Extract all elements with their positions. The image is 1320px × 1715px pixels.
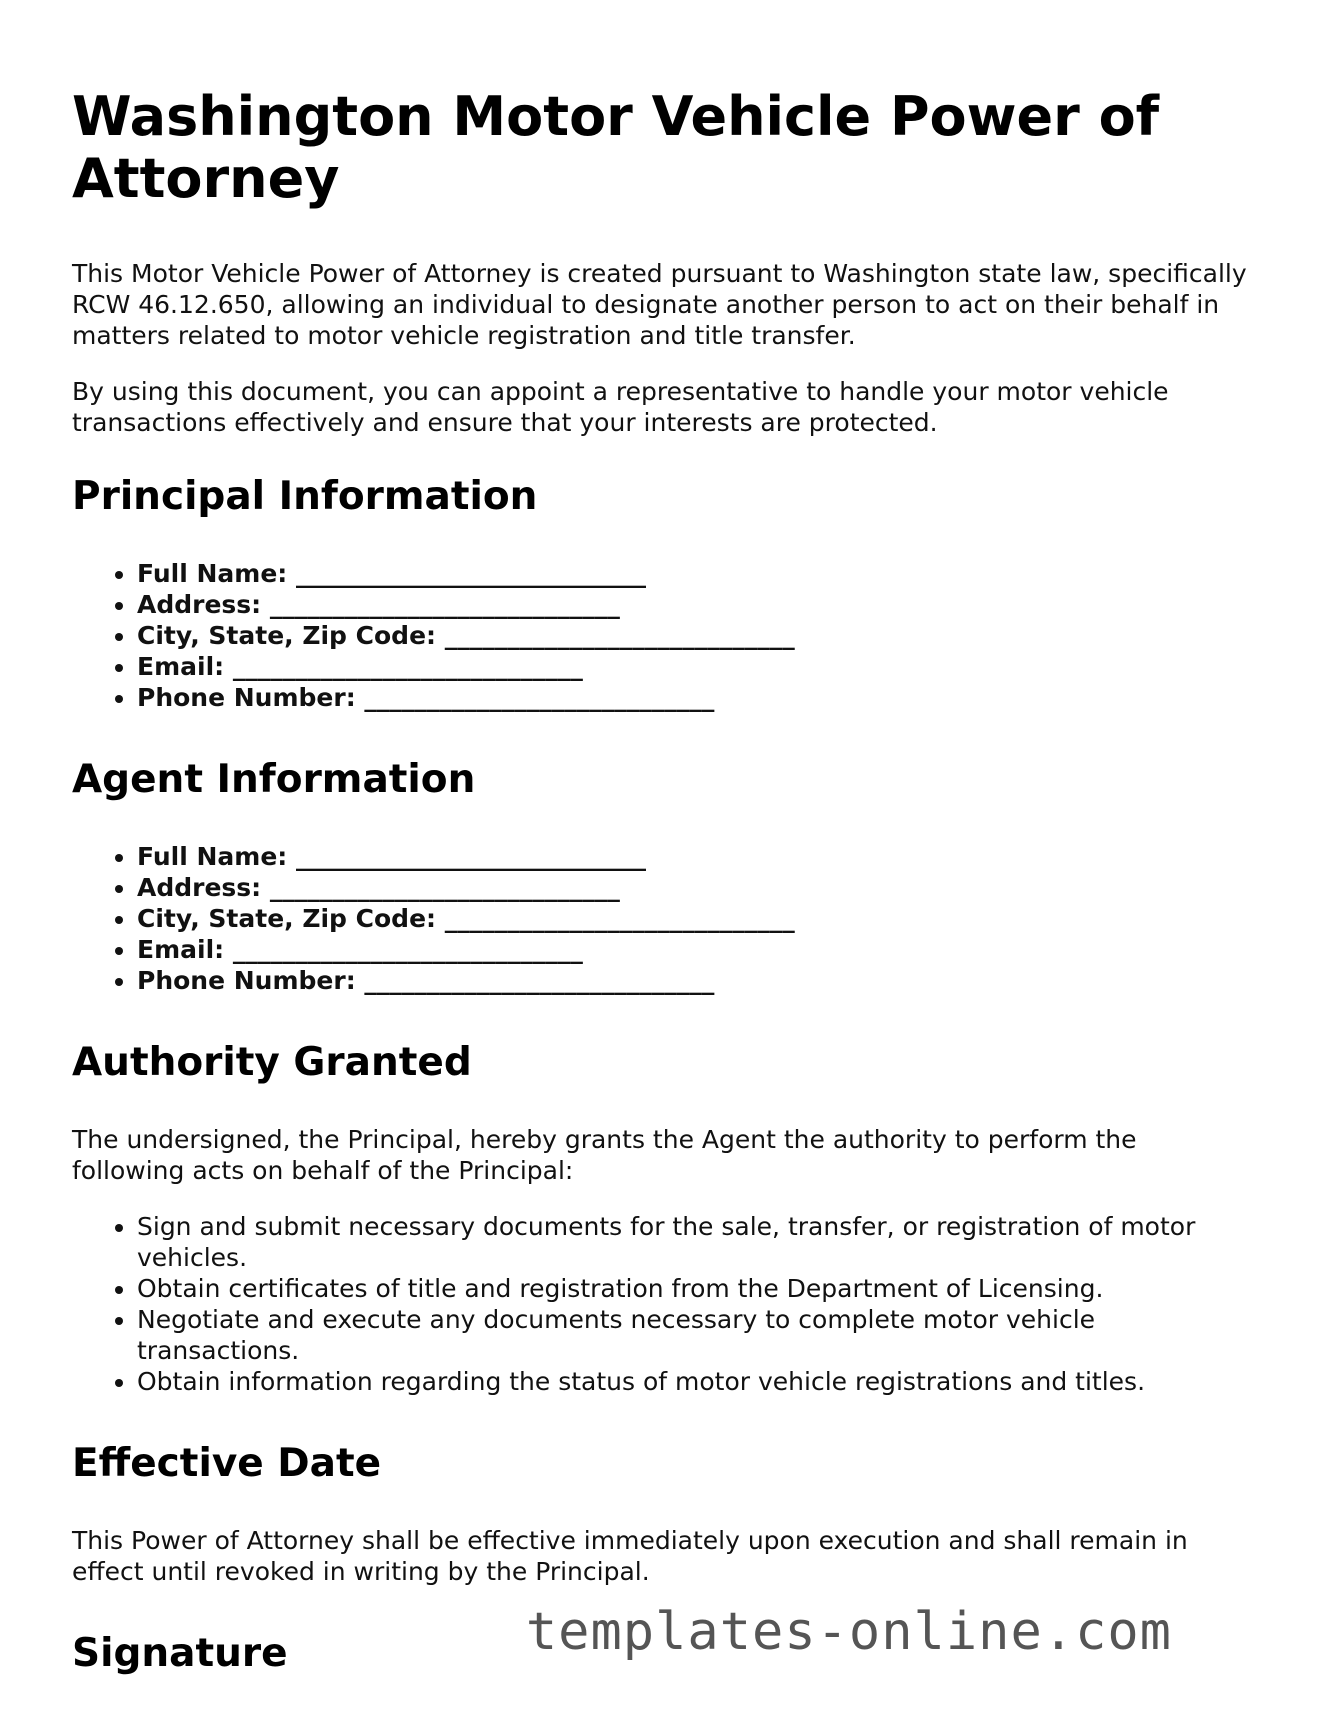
signature-heading: Signature — [72, 1631, 288, 1676]
agent-city-state-zip-field: • City, State, Zip Code: ____________________________ — [137, 903, 1252, 934]
authority-act-item: • Sign and submit necessary documents for the sale, transfer, or registration of motor vehicles. — [137, 1211, 1252, 1273]
principal-fields-list — [72, 558, 1252, 713]
agent-email-field: • Email: ____________________________ — [137, 934, 1252, 965]
authority-act-item: • Obtain certificates of title and registration from the Department of Licensing. — [137, 1273, 1252, 1304]
principal-phone-field: • Phone Number: ____________________________ — [137, 682, 1252, 713]
document-title: Washington Motor Vehicle Power of Attorney — [72, 85, 1160, 210]
principal-city-state-zip-field: • City, State, Zip Code: ____________________________ — [137, 620, 1252, 651]
principal-full-name-field: • Full Name: ____________________________ — [137, 558, 1252, 589]
agent-fields-list — [72, 841, 1252, 996]
watermark: templates-online.com — [525, 1602, 1172, 1662]
intro-paragraph-1: This Motor Vehicle Power of Attorney is created pursuant to Washington state law, specifically RCW 46.12.650, allowing an individual to designate another person to act on their behalf in matters related to motor vehicle registration and title transfer. — [72, 259, 1247, 350]
agent-heading: Agent Information — [72, 757, 476, 802]
authority-acts-list — [72, 1211, 1252, 1397]
document-page — [72, 86, 1252, 1715]
authority-heading: Authority Granted — [72, 1040, 472, 1085]
authority-act-item: • Negotiate and execute any documents necessary to complete motor vehicle transactions. — [137, 1304, 1252, 1366]
intro-paragraph-2: By using this document, you can appoint a representative to handle your motor vehicle transactions effectively and ensure that your interests are protected. — [72, 377, 1169, 437]
principal-heading: Principal Information — [72, 474, 538, 519]
authority-paragraph: The undersigned, the Principal, hereby grants the Agent the authority to perform the following acts on behalf of the Principal: — [72, 1125, 1137, 1185]
principal-address-field: • Address: ____________________________ — [137, 589, 1252, 620]
effective-date-heading: Effective Date — [72, 1441, 382, 1486]
agent-full-name-field: • Full Name: ____________________________ — [137, 841, 1252, 872]
authority-act-item: • Obtain information regarding the status of motor vehicle registrations and titles. — [137, 1366, 1252, 1397]
agent-address-field: • Address: ____________________________ — [137, 872, 1252, 903]
effective-date-paragraph: This Power of Attorney shall be effective immediately upon execution and shall remain in effect until revoked in writing by the Principal. — [72, 1526, 1188, 1586]
principal-email-field: • Email: ____________________________ — [137, 651, 1252, 682]
agent-phone-field: • Phone Number: ____________________________ — [137, 965, 1252, 996]
